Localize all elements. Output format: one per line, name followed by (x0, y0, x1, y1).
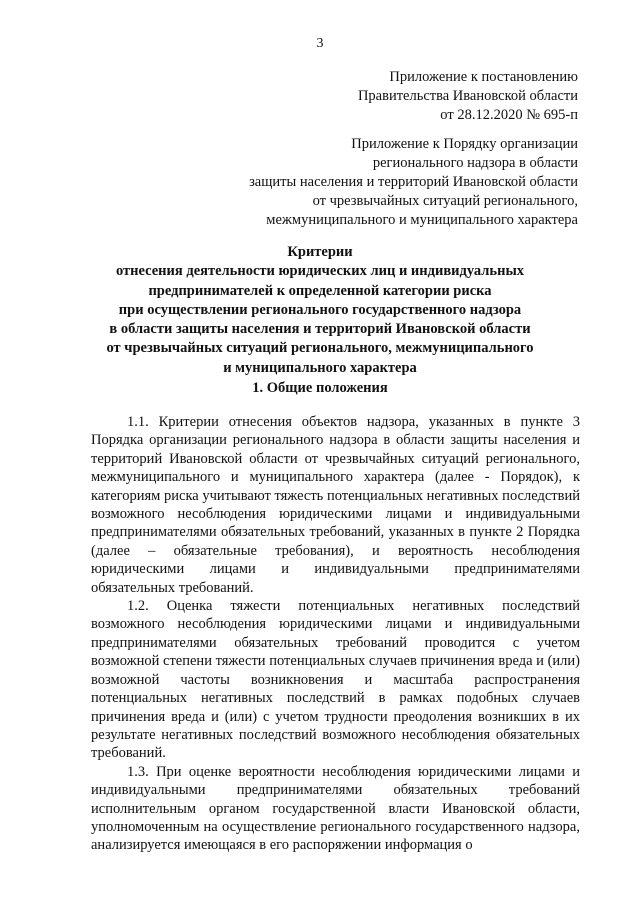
appendix-procedure-line: от чрезвычайных ситуаций регионального, (312, 193, 578, 209)
document-title (60, 243, 580, 378)
page-number: 3 (316, 36, 324, 51)
appendix-procedure-block (249, 135, 578, 230)
appendix-resolution-line: Приложение к постановлению (389, 69, 578, 85)
document-title-line: в области защиты населения и территорий Ивановской области (109, 321, 531, 338)
document-title-line: от чрезвычайных ситуаций регионального, межмуниципального (106, 340, 534, 357)
appendix-resolution-line: Правительства Ивановской области (357, 88, 578, 104)
section-body (91, 413, 580, 855)
paragraph-1-1: 1.1. Критерии отнесения объектов надзора, указанных в пункте 3 Порядка организации регионального надзора в области защиты населения и территорий Ивановской области от чрезвычайных ситуаций регионального, межмуниципального и муниципального характера (далее - Порядок), к категориям риска учитывают тяжесть потенциальных негативных последствий возможного несоблюдения юридическими лицами и индивидуальными предпринимателями обязательных требований, указанных в пункте 2 Порядка (далее – обязательные требования), и вероятность несоблюдения юридическими лицами и индивидуальными предпринимателями обязательных требований. (91, 414, 580, 596)
document-title-line: и муниципального характера (223, 359, 417, 376)
paragraph-1-2: 1.2. Оценка тяжести потенциальных негативных последствий возможного несоблюдения юридическими лицами и индивидуальными предпринимателями обязательных требований проводится с учетом возможной степени тяжести потенциальных случаев причинения вреда и (или) возможной частоты возникновения и масштаба распространения потенциальных негативных последствий в рамках подобных случаев причинения вреда и (или) с учетом трудности преодоления возникших в их результате негативных последствий возможного несоблюдения обязательных требований. (91, 598, 580, 762)
appendix-resolution-line: от 28.12.2020 № 695-п (440, 107, 578, 123)
document-title-line: Критерии (287, 244, 353, 260)
appendix-procedure-line: межмуниципального и муниципального характера (266, 212, 578, 228)
document-title-line: при осуществлении регионального государственного надзора (118, 301, 522, 318)
document-title-line: отнесения деятельности юридических лиц и индивидуальных (115, 263, 525, 280)
appendix-procedure-line: регионального надзора в области (372, 155, 578, 171)
document-title-line: предпринимателей к определенной категории риска (148, 282, 492, 299)
appendix-resolution-block (358, 68, 578, 125)
appendix-procedure-line: защиты населения и территорий Ивановской области (249, 174, 578, 190)
section-heading: 1. Общие положения (252, 380, 388, 396)
paragraph-1-3: 1.3. При оценке вероятности несоблюдения юридическими лицами и индивидуальными предпринимателями обязательных требований исполнительным органом государственной власти Ивановской области, уполномоченным на осуществление регионального государственного надзора, анализируется имеющаяся в его распоряжении информация о (91, 763, 580, 854)
appendix-procedure-line: Приложение к Порядку организации (351, 136, 578, 152)
